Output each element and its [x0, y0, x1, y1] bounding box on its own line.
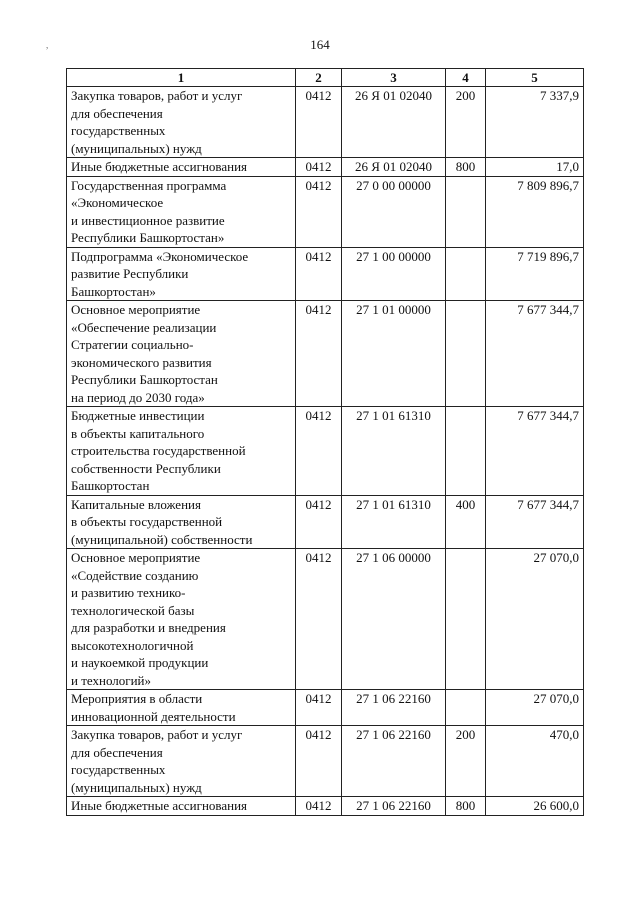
- cell-amount: 27 070,0: [486, 549, 584, 690]
- cell-code: 27 1 06 22160: [342, 797, 446, 816]
- cell-expense-kind: [446, 407, 486, 496]
- cell-code: 27 1 01 00000: [342, 301, 446, 407]
- cell-expense-kind: 200: [446, 87, 486, 158]
- cell-expense-kind: [446, 549, 486, 690]
- cell-section: 0412: [296, 301, 342, 407]
- cell-name: Иные бюджетные ассигнования: [67, 797, 296, 816]
- margin-mark: ,: [46, 40, 49, 50]
- cell-amount: 7 337,9: [486, 87, 584, 158]
- cell-amount: 7 677 344,7: [486, 407, 584, 496]
- table-row: [67, 301, 584, 407]
- cell-expense-kind: 200: [446, 726, 486, 797]
- cell-section: 0412: [296, 176, 342, 247]
- table-row: [67, 176, 584, 247]
- cell-name: Бюджетные инвестиции в объекты капитального строительства государственной собственности Республики Башкортостан: [67, 407, 296, 496]
- cell-code: 27 1 06 22160: [342, 690, 446, 726]
- header-row: [67, 69, 584, 87]
- table-row: [67, 158, 584, 177]
- table-body: [67, 87, 584, 816]
- cell-code: 26 Я 01 02040: [342, 158, 446, 177]
- cell-amount: 26 600,0: [486, 797, 584, 816]
- cell-section: 0412: [296, 87, 342, 158]
- cell-name: Государственная программа «Экономическое и инвестиционное развитие Республики Башкортостан»: [67, 176, 296, 247]
- cell-name: Подпрограмма «Экономическое развитие Республики Башкортостан»: [67, 247, 296, 301]
- cell-expense-kind: [446, 247, 486, 301]
- cell-expense-kind: 400: [446, 495, 486, 549]
- cell-name: Основное мероприятие «Обеспечение реализации Стратегии социально- экономического развития Республики Башкортостан на период до 2030 года»: [67, 301, 296, 407]
- cell-expense-kind: [446, 176, 486, 247]
- cell-name: Капитальные вложения в объекты государственной (муниципальной) собственности: [67, 495, 296, 549]
- table-header: [67, 69, 584, 87]
- cell-section: 0412: [296, 407, 342, 496]
- table-row: [67, 690, 584, 726]
- header-col-5: 5: [486, 69, 584, 87]
- cell-section: 0412: [296, 549, 342, 690]
- table-row: [67, 797, 584, 816]
- cell-code: 27 1 01 61310: [342, 495, 446, 549]
- cell-code: 27 0 00 00000: [342, 176, 446, 247]
- cell-expense-kind: [446, 690, 486, 726]
- cell-amount: 470,0: [486, 726, 584, 797]
- cell-name: Закупка товаров, работ и услуг для обеспечения государственных (муниципальных) нужд: [67, 87, 296, 158]
- cell-name: Закупка товаров, работ и услуг для обеспечения государственных (муниципальных) нужд: [67, 726, 296, 797]
- cell-section: 0412: [296, 247, 342, 301]
- cell-amount: 7 809 896,7: [486, 176, 584, 247]
- header-col-1: 1: [67, 69, 296, 87]
- cell-name: Основное мероприятие «Содействие созданию и развитию технико- технологической базы для разработки и внедрения высокотехнологичной и наукоемкой продукции и технологий»: [67, 549, 296, 690]
- header-col-4: 4: [446, 69, 486, 87]
- cell-code: 27 1 00 00000: [342, 247, 446, 301]
- table-row: [67, 495, 584, 549]
- cell-amount: 7 677 344,7: [486, 495, 584, 549]
- header-col-3: 3: [342, 69, 446, 87]
- budget-table: [66, 68, 584, 816]
- cell-section: 0412: [296, 690, 342, 726]
- cell-expense-kind: 800: [446, 797, 486, 816]
- cell-code: 27 1 01 61310: [342, 407, 446, 496]
- table-row: [67, 87, 584, 158]
- cell-name: Мероприятия в области инновационной деятельности: [67, 690, 296, 726]
- page-number: 164: [310, 37, 330, 52]
- cell-code: 27 1 06 22160: [342, 726, 446, 797]
- cell-code: 27 1 06 00000: [342, 549, 446, 690]
- cell-code: 26 Я 01 02040: [342, 87, 446, 158]
- cell-amount: 7 677 344,7: [486, 301, 584, 407]
- cell-expense-kind: [446, 301, 486, 407]
- table-row: [67, 549, 584, 690]
- cell-section: 0412: [296, 158, 342, 177]
- header-col-2: 2: [296, 69, 342, 87]
- cell-section: 0412: [296, 797, 342, 816]
- cell-expense-kind: 800: [446, 158, 486, 177]
- cell-amount: 27 070,0: [486, 690, 584, 726]
- cell-section: 0412: [296, 726, 342, 797]
- table-row: [67, 407, 584, 496]
- cell-section: 0412: [296, 495, 342, 549]
- cell-amount: 17,0: [486, 158, 584, 177]
- cell-name: Иные бюджетные ассигнования: [67, 158, 296, 177]
- cell-amount: 7 719 896,7: [486, 247, 584, 301]
- table-row: [67, 247, 584, 301]
- table-row: [67, 726, 584, 797]
